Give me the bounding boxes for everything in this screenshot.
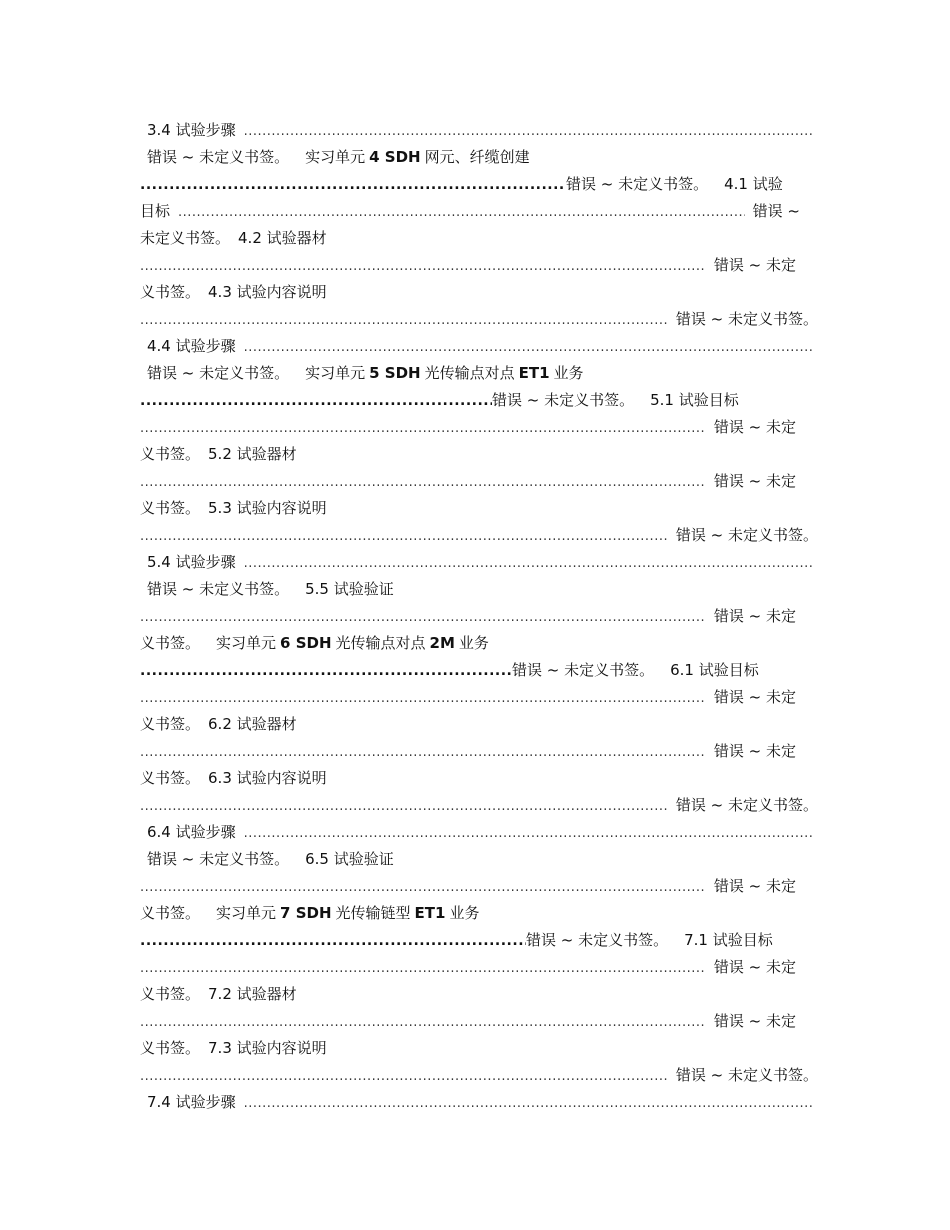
toc-entry-4-4[interactable]: 4.4 试验步骤: [147, 337, 236, 355]
toc-entry-5-1[interactable]: 5.1 试验目标: [650, 391, 739, 409]
toc-entry-3-4[interactable]: 3.4 试验步骤: [147, 121, 236, 139]
toc-line: [140, 576, 394, 603]
toc-entry-6-1[interactable]: 6.1 试验目标: [670, 661, 759, 679]
unit-service: ET1: [518, 364, 550, 382]
toc-line: [140, 117, 814, 144]
toc-line: [140, 252, 796, 279]
error-text: 错误 ~ 未定: [713, 742, 796, 760]
unit-number: 4 SDH: [369, 148, 421, 166]
toc-line: [140, 279, 327, 306]
toc-line: [140, 360, 584, 387]
toc-line: [140, 468, 796, 495]
unit-title-suffix: 业务: [458, 634, 489, 652]
dot-leader: [244, 1090, 814, 1117]
dot-leader: [244, 334, 814, 361]
toc-line: [140, 981, 297, 1008]
toc-line: [140, 198, 800, 225]
dot-leader: [178, 199, 745, 226]
toc-entry-4-2[interactable]: 4.2 试验器材: [238, 229, 327, 247]
error-text: 错误 ~ 未定: [713, 877, 796, 895]
unit-label: 实习单元: [216, 634, 277, 652]
error-text: 错误 ~ 未定: [713, 1012, 796, 1030]
toc-entry-6-2[interactable]: 6.2 试验器材: [208, 715, 297, 733]
toc-line: [140, 684, 796, 711]
dot-leader: [140, 523, 668, 550]
toc-line: [140, 171, 783, 198]
toc-entry-6-3[interactable]: 6.3 试验内容说明: [208, 769, 327, 787]
unit-number: 7 SDH: [280, 904, 332, 922]
dot-leader: [140, 658, 512, 685]
error-text: 错误 ~ 未定: [713, 472, 796, 490]
toc-entry-7-3[interactable]: 7.3 试验内容说明: [208, 1039, 327, 1057]
toc-entry-4-3[interactable]: 4.3 试验内容说明: [208, 283, 327, 301]
toc-line: [140, 765, 327, 792]
dot-leader: [140, 874, 706, 901]
dot-leader: [140, 955, 706, 982]
error-text: 错误 ~: [752, 202, 800, 220]
dot-leader: [244, 550, 814, 577]
toc-entry-unit-7[interactable]: [216, 900, 479, 927]
dot-leader: [244, 820, 814, 847]
unit-label: 实习单元: [305, 364, 366, 382]
error-text: 错误 ~ 未定义书签。: [675, 310, 818, 328]
toc-line: [140, 333, 814, 360]
toc-entry-6-5[interactable]: 6.5 试验验证: [305, 850, 394, 868]
toc-entry-unit-5[interactable]: [305, 360, 583, 387]
dot-leader: [140, 172, 566, 199]
toc-line: [140, 954, 796, 981]
dot-leader: [244, 118, 814, 145]
toc-entry-4-1[interactable]: 4.1 试验: [724, 175, 783, 193]
unit-title: 光传输点对点: [424, 364, 515, 382]
toc-entry-4-1-cont[interactable]: 目标: [140, 202, 171, 220]
toc-line: [140, 495, 327, 522]
error-text: 义书签。: [140, 283, 201, 301]
dot-leader: [140, 307, 668, 334]
dot-leader: [140, 253, 706, 280]
toc-entry-6-4[interactable]: 6.4 试验步骤: [147, 823, 236, 841]
dot-leader: [140, 604, 706, 631]
error-text: 义书签。: [140, 499, 201, 517]
dot-leader: [140, 1063, 668, 1090]
error-text: 错误 ~ 未定义书签。: [566, 175, 709, 193]
error-text: 错误 ~ 未定: [713, 418, 796, 436]
error-text: 错误 ~ 未定义书签。: [147, 148, 290, 166]
toc-line: [140, 522, 818, 549]
error-text: 义书签。: [140, 904, 201, 922]
toc-line: [140, 414, 796, 441]
dot-leader: [140, 793, 668, 820]
unit-title: 光传输链型: [335, 904, 411, 922]
toc-entry-unit-6[interactable]: [216, 630, 489, 657]
unit-title-suffix: 业务: [449, 904, 480, 922]
dot-leader: [140, 685, 706, 712]
toc-line: [140, 900, 479, 927]
unit-title: 光传输点对点: [335, 634, 426, 652]
toc-line: [140, 1008, 796, 1035]
toc-line: [140, 630, 489, 657]
error-text: 错误 ~ 未定义书签。: [675, 526, 818, 544]
error-text: 错误 ~ 未定: [713, 607, 796, 625]
error-text: 义书签。: [140, 634, 201, 652]
toc-entry-unit-4[interactable]: [305, 144, 530, 171]
toc-line: [140, 873, 796, 900]
toc-line: [140, 603, 796, 630]
toc-line: [140, 657, 759, 684]
error-text: 错误 ~ 未定义书签。: [526, 931, 669, 949]
error-text: 义书签。: [140, 715, 201, 733]
toc-line: [140, 819, 814, 846]
dot-leader: [140, 928, 526, 955]
error-text: 错误 ~ 未定: [713, 688, 796, 706]
toc-line: [140, 846, 394, 873]
toc-line: [140, 549, 814, 576]
toc-line: [140, 927, 773, 954]
error-text: 错误 ~ 未定义书签。: [147, 850, 290, 868]
error-text: 错误 ~ 未定义书签。: [492, 391, 635, 409]
unit-service: ET1: [414, 904, 446, 922]
error-text: 义书签。: [140, 769, 201, 787]
toc-entry-7-2[interactable]: 7.2 试验器材: [208, 985, 297, 1003]
toc-entry-5-2[interactable]: 5.2 试验器材: [208, 445, 297, 463]
error-text: 错误 ~ 未定义书签。: [512, 661, 655, 679]
dot-leader: [140, 1009, 706, 1036]
error-text: 义书签。: [140, 1039, 201, 1057]
toc-entry-5-5[interactable]: 5.5 试验验证: [305, 580, 394, 598]
error-text: 错误 ~ 未定: [713, 256, 796, 274]
toc-line: [140, 387, 739, 414]
unit-number: 5 SDH: [369, 364, 421, 382]
toc-entry-5-4[interactable]: 5.4 试验步骤: [147, 553, 236, 571]
toc-line: [140, 1035, 327, 1062]
toc-line: [140, 1062, 818, 1089]
error-text: 义书签。: [140, 445, 201, 463]
unit-title: 网元、纤缆创建: [424, 148, 530, 166]
unit-label: 实习单元: [305, 148, 366, 166]
toc-line: [140, 1089, 814, 1116]
error-text: 义书签。: [140, 985, 201, 1003]
toc-line: [140, 441, 297, 468]
error-text: 未定义书签。: [140, 229, 231, 247]
unit-number: 6 SDH: [280, 634, 332, 652]
dot-leader: [140, 469, 706, 496]
toc-line: [140, 711, 297, 738]
error-text: 错误 ~ 未定: [713, 958, 796, 976]
unit-label: 实习单元: [216, 904, 277, 922]
toc-entry-5-3[interactable]: 5.3 试验内容说明: [208, 499, 327, 517]
toc-line: [140, 225, 327, 252]
dot-leader: [140, 388, 492, 415]
unit-service: 2M: [429, 634, 455, 652]
toc-entry-7-4[interactable]: 7.4 试验步骤: [147, 1093, 236, 1111]
toc-line: [140, 792, 818, 819]
toc-entry-7-1[interactable]: 7.1 试验目标: [684, 931, 773, 949]
toc-line: [140, 306, 818, 333]
dot-leader: [140, 415, 706, 442]
dot-leader: [140, 739, 706, 766]
toc-line: [140, 738, 796, 765]
error-text: 错误 ~ 未定义书签。: [147, 580, 290, 598]
error-text: 错误 ~ 未定义书签。: [675, 1066, 818, 1084]
unit-title-suffix: 业务: [553, 364, 584, 382]
toc-line: [140, 144, 530, 171]
error-text: 错误 ~ 未定义书签。: [147, 364, 290, 382]
error-text: 错误 ~ 未定义书签。: [675, 796, 818, 814]
